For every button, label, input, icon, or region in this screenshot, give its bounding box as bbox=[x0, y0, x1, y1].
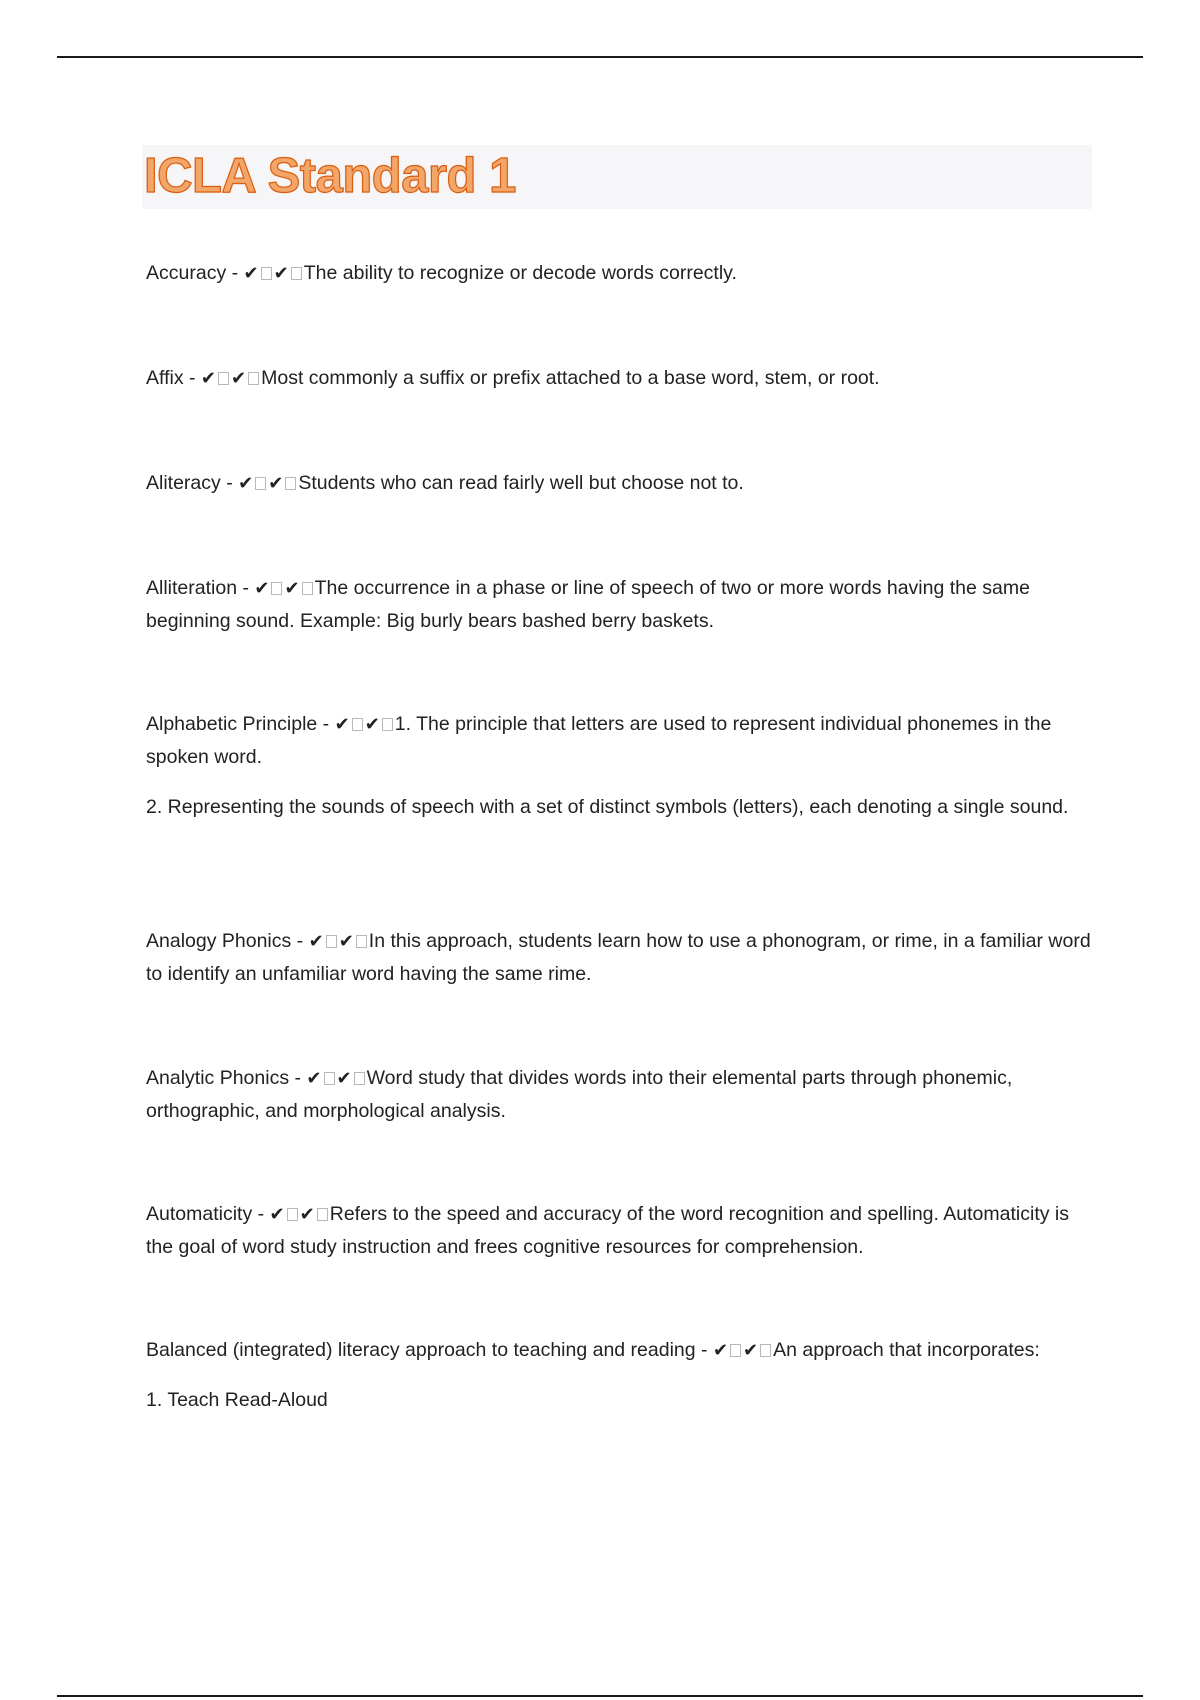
box-icon bbox=[291, 267, 302, 280]
entry-definition: Students who can read fairly well but choose not to. bbox=[298, 472, 744, 494]
check-icon: ✔ bbox=[238, 473, 254, 494]
entry-term: Analytic Phonics bbox=[146, 1067, 290, 1089]
entry-definition: Word study that divides words into their elemental parts through phonemic, orthographic, and morphological analysis. bbox=[146, 1067, 1013, 1122]
entry-definition: Most commonly a suffix or prefix attached to a base word, stem, or root. bbox=[261, 367, 880, 389]
box-icon bbox=[261, 267, 272, 280]
entry-term: Aliteracy bbox=[146, 472, 221, 494]
entry-paragraph: Analogy Phonics - ✔ ✔ In this approach, students learn how to use a phonogram, or rime, in a familiar word to identify an unfamiliar word having the same rime. bbox=[146, 930, 1091, 985]
check-icon: ✔ bbox=[336, 1068, 352, 1089]
document-title: ICLA Standard 1 bbox=[144, 149, 516, 203]
box-icon bbox=[248, 372, 259, 385]
glossary-entry bbox=[146, 1334, 1091, 1417]
entry-term: Analogy Phonics bbox=[146, 930, 292, 952]
glossary-entry bbox=[146, 362, 1091, 395]
box-icon bbox=[285, 477, 296, 490]
entry-term: Alphabetic Principle bbox=[146, 713, 318, 735]
glossary-entry bbox=[146, 1198, 1091, 1264]
box-icon bbox=[352, 718, 363, 731]
entry-paragraph: Automaticity - ✔ ✔ Refers to the speed and accuracy of the word recognition and spelling. Automaticity is the goal of word study instruction and frees cognitive resources for comprehension. bbox=[146, 1203, 1069, 1258]
box-icon bbox=[255, 477, 266, 490]
check-icon: ✔ bbox=[306, 1068, 322, 1089]
check-icon: ✔ bbox=[269, 1204, 285, 1225]
entry-definition: 1. The principle that letters are used to represent individual phonemes in the spoken word. bbox=[146, 713, 1052, 768]
entry-term: Automaticity bbox=[146, 1203, 253, 1225]
entry-term: Accuracy bbox=[146, 262, 227, 284]
entry-definition: In this approach, students learn how to use a phonogram, or rime, in a familiar word to identify an unfamiliar word having the same rime. bbox=[146, 930, 1091, 985]
entry-term: Affix bbox=[146, 367, 184, 389]
glossary-entry bbox=[146, 708, 1091, 824]
check-icon: ✔ bbox=[273, 263, 289, 284]
box-icon bbox=[356, 935, 367, 948]
check-icon: ✔ bbox=[284, 578, 300, 599]
entry-paragraph: Aliteracy - ✔ ✔ Students who can read fairly well but choose not to. bbox=[146, 472, 744, 494]
entry-definition: The occurrence in a phase or line of speech of two or more words having the same beginning sound. Example: Big burly bears bashed berry baskets. bbox=[146, 577, 1030, 632]
entry-paragraph: Analytic Phonics - ✔ ✔ Word study that divides words into their elemental parts through phonemic, orthographic, and morphological analysis. bbox=[146, 1067, 1013, 1122]
entry-definition: The ability to recognize or decode words correctly. bbox=[303, 262, 737, 284]
check-icon: ✔ bbox=[308, 931, 324, 952]
box-icon bbox=[302, 582, 313, 595]
box-icon bbox=[354, 1072, 365, 1085]
box-icon bbox=[730, 1344, 741, 1357]
box-icon bbox=[317, 1208, 328, 1221]
check-icon: ✔ bbox=[268, 473, 284, 494]
box-icon bbox=[382, 718, 393, 731]
glossary-entry bbox=[146, 925, 1091, 991]
entry-term: Alliteration bbox=[146, 577, 238, 599]
entry-paragraph: Alphabetic Principle - ✔ ✔ 1. The principle that letters are used to represent individual phonemes in the spoken word. bbox=[146, 713, 1052, 768]
glossary-entry bbox=[146, 1062, 1091, 1128]
check-icon: ✔ bbox=[231, 368, 247, 389]
top-rule bbox=[57, 56, 1143, 58]
glossary-entry bbox=[146, 467, 1091, 500]
entry-term: Balanced (integrated) literacy approach to teaching and reading bbox=[146, 1339, 696, 1361]
box-icon bbox=[218, 372, 229, 385]
entry-continuation: 1. Teach Read-Aloud bbox=[146, 1389, 328, 1411]
entry-paragraph: Accuracy - ✔ ✔ The ability to recognize or decode words correctly. bbox=[146, 262, 737, 284]
glossary-entry bbox=[146, 572, 1091, 638]
entry-paragraph: Alliteration - ✔ ✔ The occurrence in a phase or line of speech of two or more words having the same beginning sound. Example: Big burly bears bashed berry baskets. bbox=[146, 577, 1030, 632]
check-icon: ✔ bbox=[200, 368, 217, 389]
bottom-rule bbox=[57, 1695, 1143, 1697]
title-banner bbox=[142, 145, 1092, 209]
check-icon: ✔ bbox=[364, 714, 380, 735]
check-icon: ✔ bbox=[254, 578, 270, 599]
check-icon: ✔ bbox=[712, 1340, 729, 1361]
box-icon bbox=[324, 1072, 335, 1085]
entry-paragraph: Balanced (integrated) literacy approach to teaching and reading - ✔ ✔ An approach that incorporates: bbox=[146, 1339, 1040, 1361]
check-icon: ✔ bbox=[334, 714, 350, 735]
entry-paragraph: Affix - ✔ ✔ Most commonly a suffix or prefix attached to a base word, stem, or root. bbox=[146, 367, 880, 389]
box-icon bbox=[760, 1344, 771, 1357]
box-icon bbox=[326, 935, 337, 948]
check-icon: ✔ bbox=[243, 263, 259, 284]
glossary-entry bbox=[146, 257, 1091, 290]
check-icon: ✔ bbox=[338, 931, 354, 952]
check-icon: ✔ bbox=[299, 1204, 315, 1225]
entry-definition: Refers to the speed and accuracy of the word recognition and spelling. Automaticity is the goal of word study instruction and frees cognitive resources for comprehension. bbox=[146, 1203, 1069, 1258]
check-icon: ✔ bbox=[743, 1340, 759, 1361]
entry-definition: An approach that incorporates: bbox=[773, 1339, 1040, 1361]
entry-continuation: 2. Representing the sounds of speech with a set of distinct symbols (letters), each denoting a single sound. bbox=[146, 796, 1069, 818]
box-icon bbox=[287, 1208, 298, 1221]
box-icon bbox=[271, 582, 282, 595]
